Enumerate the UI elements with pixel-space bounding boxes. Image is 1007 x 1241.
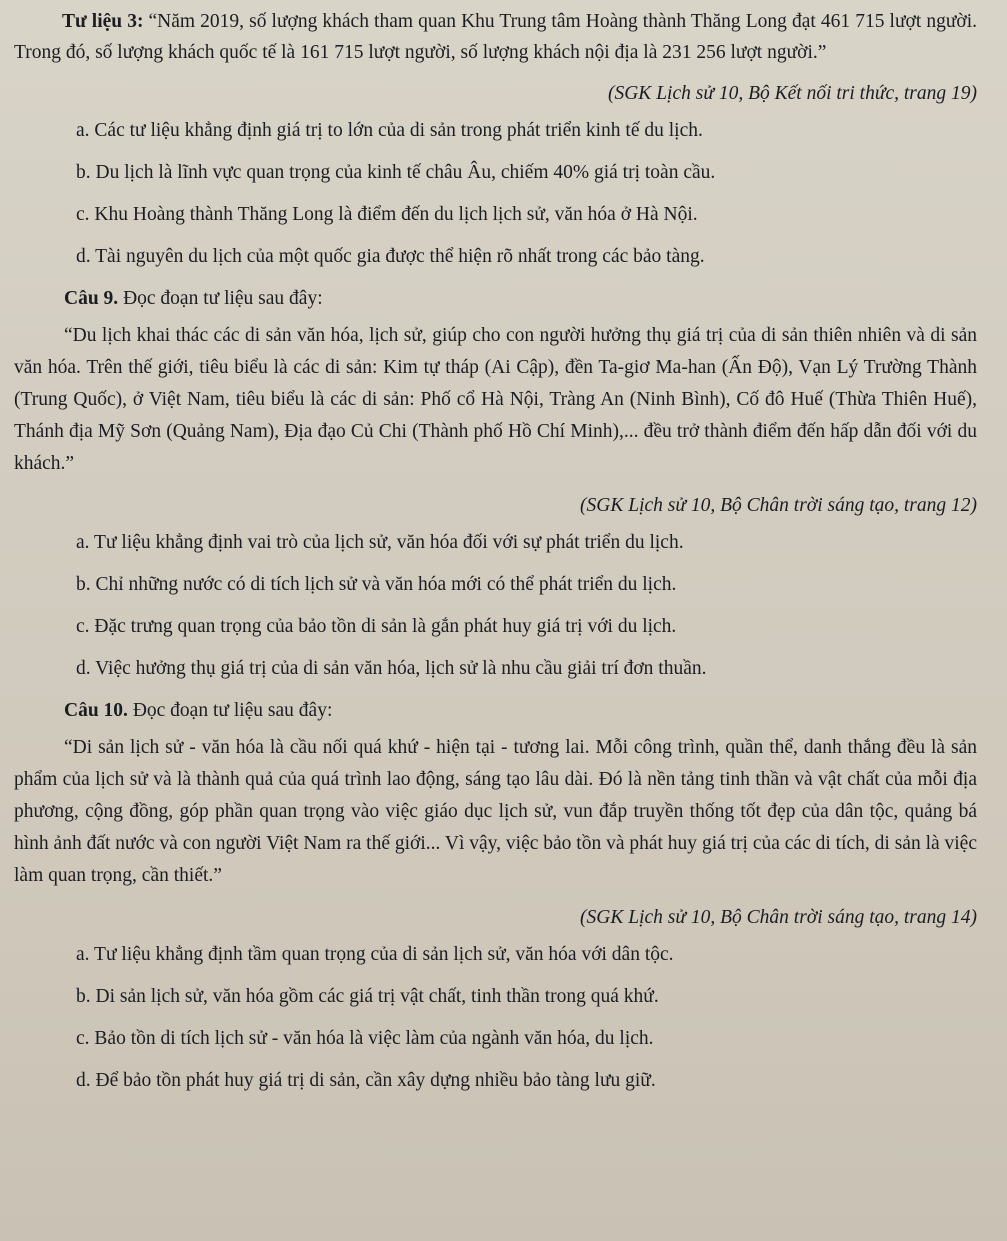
source-material-3 [14, 6, 977, 68]
option-a: a. Tư liệu khẳng định tầm quan trọng của di sản lịch sử, văn hóa với dân tộc. [76, 944, 674, 965]
option-d: d. Để bảo tồn phát huy giá trị di sản, cần xây dựng nhiều bảo tàng lưu giữ. [76, 1070, 656, 1091]
option-c: c. Bảo tồn di tích lịch sử - văn hóa là việc làm của ngành văn hóa, du lịch. [76, 1028, 654, 1049]
source-label: Tư liệu 3: [62, 11, 144, 32]
option-d: d. Tài nguyên du lịch của một quốc gia được thể hiện rõ nhất trong các bảo tàng. [76, 246, 705, 267]
option-b: b. Chỉ những nước có di tích lịch sử và văn hóa mới có thể phát triển du lịch. [76, 574, 677, 595]
source-text: “Năm 2019, số lượng khách tham quan Khu Trung tâm Hoàng thành Thăng Long đạt 461 715 lượt người. Trong đó, số lượng khách quốc tế là 161 715 lượt người, số lượng khách nội địa là 231 256 lượt người.” [14, 11, 977, 63]
question-label: Câu 10. [64, 700, 128, 721]
question-prompt: Đọc đoạn tư liệu sau đây: [118, 288, 323, 309]
question-prompt: Đọc đoạn tư liệu sau đây: [127, 700, 333, 721]
option-d: d. Việc hưởng thụ giá trị của di sản văn hóa, lịch sử là nhu cầu giải trí đơn thuần. [76, 658, 707, 679]
question-label: Câu 9. [64, 288, 119, 309]
option-b: b. Du lịch là lĩnh vực quan trọng của kinh tế châu Âu, chiếm 40% giá trị toàn cầu. [76, 162, 716, 183]
citation: (SGK Lịch sử 10, Bộ Kết nối tri thức, trang 19) [607, 83, 977, 104]
option-a: a. Các tư liệu khẳng định giá trị to lớn của di sản trong phát triển kinh tế du lịch. [76, 120, 703, 141]
citation: (SGK Lịch sử 10, Bộ Chân trời sáng tạo, trang 12) [580, 495, 977, 516]
question-10-quote: “Di sản lịch sử - văn hóa là cầu nối quá khứ - hiện tại - tương lai. Mỗi công trình, quần thể, danh thắng đều là sản phẩm của lịch sử và là thành quả của quá trình lao động, sáng tạo lâu dài. Đó là nền tảng tinh thần và vật chất của mỗi địa phương, cộng đồng, góp phần quan trọng vào việc giáo dục lịch sử, vun đắp truyền thống tốt đẹp của dân tộc, quảng bá hình ảnh đất nước và con người Việt Nam ra thế giới... Vì vậy, việc bảo tồn và phát huy giá trị của các di tích, di sản là việc làm quan trọng, cần thiết.” [14, 737, 977, 886]
question-10-heading [14, 695, 977, 726]
option-b: b. Di sản lịch sử, văn hóa gồm các giá trị vật chất, tinh thần trong quá khứ. [76, 986, 659, 1007]
question-9-quote: “Du lịch khai thác các di sản văn hóa, lịch sử, giúp cho con người hưởng thụ giá trị của di sản thiên nhiên và di sản văn hóa. Trên thế giới, tiêu biểu là các di sản: Kim tự tháp (Ai Cập), đền Ta-giơ Ma-han (Ấn Độ), Vạn Lý Trường Thành (Trung Quốc), ở Việt Nam, tiêu biểu là các di sản: Phố cổ Hà Nội, Tràng An (Ninh Bình), Cố đô Huế (Thừa Thiên Huế), Thánh địa Mỹ Sơn (Quảng Nam), Địa đạo Củ Chi (Thành phố Hồ Chí Minh),... đều trở thành điểm đến hấp dẫn đối với du khách.” [14, 325, 977, 474]
question-9-heading [14, 283, 977, 314]
option-a: a. Tư liệu khẳng định vai trò của lịch sử, văn hóa đối với sự phát triển du lịch. [76, 532, 684, 553]
option-c: c. Khu Hoàng thành Thăng Long là điểm đến du lịch lịch sử, văn hóa ở Hà Nội. [76, 204, 698, 225]
option-c: c. Đặc trưng quan trọng của bảo tồn di sản là gắn phát huy giá trị với du lịch. [76, 616, 677, 637]
citation: (SGK Lịch sử 10, Bộ Chân trời sáng tạo, trang 14) [580, 907, 977, 928]
